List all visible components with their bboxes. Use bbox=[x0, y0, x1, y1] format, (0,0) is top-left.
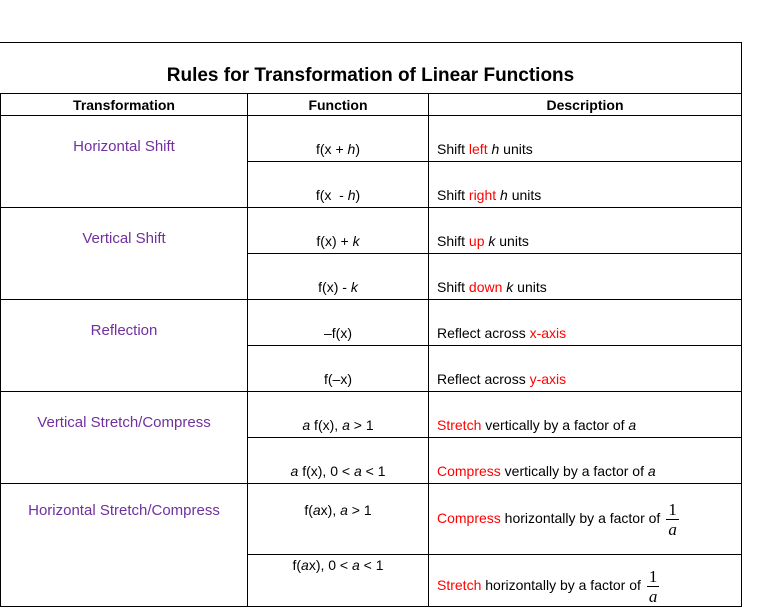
highlight-up: up bbox=[468, 233, 485, 249]
group-horizontal-stretch-compress: Horizontal Stretch/Compress bbox=[1, 484, 248, 607]
highlight-down: down bbox=[468, 279, 503, 295]
function-text: < 1 bbox=[359, 557, 384, 573]
description-text: units bbox=[507, 187, 542, 203]
description-cell bbox=[429, 254, 742, 300]
function-cell bbox=[248, 392, 429, 438]
function-text: f(x + bbox=[316, 141, 348, 157]
table-row bbox=[1, 484, 742, 555]
table-title: Rules for Transformation of Linear Functions bbox=[166, 65, 575, 86]
highlight-y-axis: y-axis bbox=[529, 371, 567, 387]
variable-a: a bbox=[628, 417, 637, 433]
description-text: units bbox=[499, 141, 533, 157]
highlight-right: right bbox=[468, 187, 497, 203]
function-cell bbox=[248, 484, 429, 555]
function-text: < 1 bbox=[361, 463, 386, 479]
description-cell bbox=[429, 392, 742, 438]
description-cell bbox=[429, 116, 742, 162]
variable-a: a bbox=[301, 557, 309, 573]
description-text: horizontally by a factor of bbox=[481, 577, 641, 594]
function-text: –f(x) bbox=[324, 325, 352, 341]
description-text: Shift bbox=[437, 279, 469, 295]
group-horizontal-shift: Horizontal Shift bbox=[1, 116, 248, 208]
variable-k: k bbox=[350, 279, 358, 295]
highlight-stretch: Stretch bbox=[437, 417, 482, 433]
description-text: Reflect across bbox=[437, 371, 530, 387]
description-cell bbox=[429, 438, 742, 484]
description-text: horizontally by a factor of bbox=[500, 509, 661, 526]
function-cell bbox=[248, 254, 429, 300]
description-cell bbox=[429, 300, 742, 346]
variable-a: a bbox=[340, 502, 348, 518]
variable-a: a bbox=[342, 417, 350, 433]
function-text: > 1 bbox=[349, 417, 374, 433]
table-row bbox=[1, 208, 742, 254]
header-transformation: Transformation bbox=[1, 94, 248, 116]
function-cell bbox=[248, 555, 429, 607]
description-text: vertically by a factor of bbox=[500, 463, 648, 479]
function-cell bbox=[248, 208, 429, 254]
group-vertical-stretch-compress: Vertical Stretch/Compress bbox=[1, 392, 248, 484]
description-cell bbox=[429, 162, 742, 208]
function-text: x), 0 < bbox=[308, 557, 352, 573]
function-text: ) bbox=[355, 187, 361, 203]
table-row bbox=[1, 300, 742, 346]
group-vertical-shift: Vertical Shift bbox=[1, 208, 248, 300]
variable-h: h bbox=[491, 141, 500, 157]
description-cell bbox=[429, 555, 742, 607]
fraction-denominator: a bbox=[648, 587, 658, 606]
highlight-left: left bbox=[468, 141, 488, 157]
variable-k: k bbox=[352, 233, 360, 249]
description-text: Shift bbox=[437, 141, 469, 157]
variable-a: a bbox=[302, 417, 311, 433]
variable-a: a bbox=[352, 557, 360, 573]
function-cell bbox=[248, 346, 429, 392]
function-cell bbox=[248, 116, 429, 162]
function-cell bbox=[248, 162, 429, 208]
function-text: f(x) - bbox=[318, 279, 351, 295]
fraction-numerator: 1 bbox=[668, 499, 677, 519]
function-text: x), bbox=[320, 502, 341, 518]
function-text: f(x - bbox=[315, 187, 348, 203]
header-function: Function bbox=[248, 94, 429, 116]
variable-h: h bbox=[500, 187, 508, 203]
header-row bbox=[1, 94, 742, 116]
description-text: units bbox=[513, 279, 547, 295]
description-cell bbox=[429, 346, 742, 392]
variable-a: a bbox=[647, 463, 656, 479]
fraction-numerator: 1 bbox=[648, 567, 658, 586]
function-cell bbox=[248, 300, 429, 346]
variable-h: h bbox=[347, 141, 356, 157]
function-text: f(–x) bbox=[324, 371, 352, 387]
description-text: Shift bbox=[437, 187, 469, 203]
variable-k: k bbox=[488, 233, 496, 249]
table-row bbox=[1, 392, 742, 438]
rules-sheet bbox=[0, 42, 742, 606]
group-reflection: Reflection bbox=[1, 300, 248, 392]
highlight-compress: Compress bbox=[437, 463, 501, 479]
variable-h: h bbox=[347, 187, 356, 203]
fraction-one-over-a bbox=[666, 500, 679, 539]
fraction-denominator: a bbox=[668, 519, 677, 539]
function-text: f(x), 0 < bbox=[298, 463, 354, 479]
rules-table bbox=[0, 93, 742, 607]
table-row bbox=[1, 116, 742, 162]
description-cell bbox=[429, 484, 742, 555]
header-description: Description bbox=[429, 94, 742, 116]
function-text: ) bbox=[355, 141, 360, 157]
highlight-compress: Compress bbox=[437, 509, 501, 526]
variable-a: a bbox=[353, 463, 362, 479]
function-text: f( bbox=[304, 502, 313, 518]
highlight-stretch: Stretch bbox=[437, 577, 482, 594]
function-text: > 1 bbox=[347, 502, 372, 518]
description-text: Reflect across bbox=[437, 325, 530, 341]
function-cell bbox=[248, 438, 429, 484]
description-text: vertically by a factor of bbox=[481, 417, 629, 433]
variable-k: k bbox=[506, 279, 514, 295]
description-text: units bbox=[495, 233, 529, 249]
function-text: f(x), bbox=[310, 417, 343, 433]
description-text: Shift bbox=[437, 233, 469, 249]
function-text: f( bbox=[292, 557, 302, 573]
variable-a: a bbox=[290, 463, 299, 479]
variable-a: a bbox=[312, 502, 321, 518]
highlight-x-axis: x-axis bbox=[529, 325, 567, 341]
description-cell bbox=[429, 208, 742, 254]
fraction-one-over-a bbox=[647, 567, 660, 606]
function-text: f(x) + bbox=[316, 233, 353, 249]
